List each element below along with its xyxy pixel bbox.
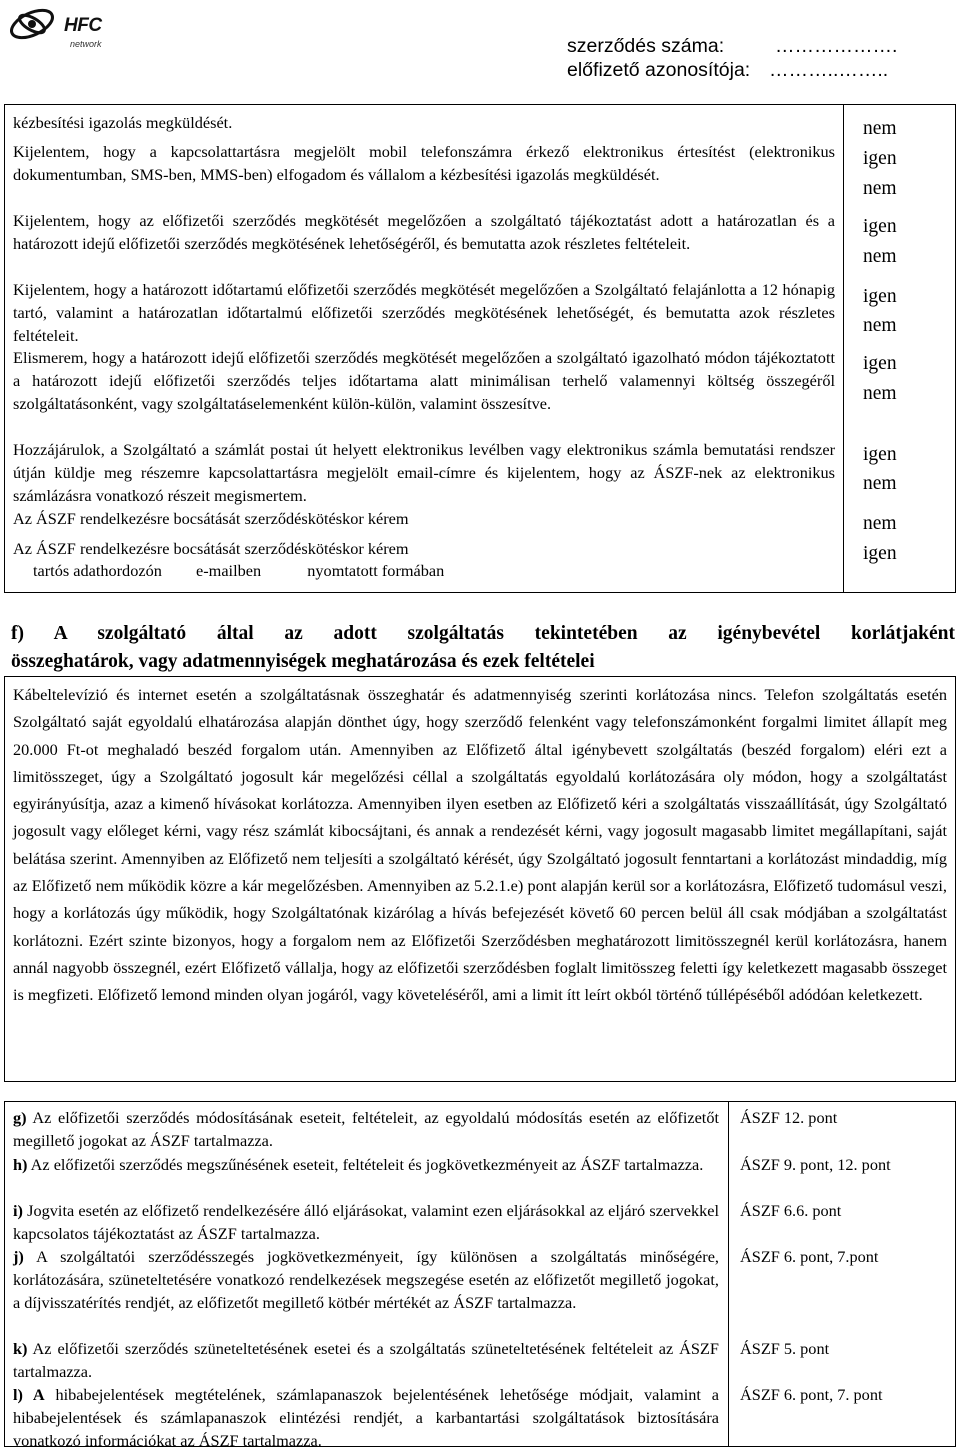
reference-g: ÁSZF 12. pont	[740, 1108, 838, 1127]
declaration-row: Kijelentem, hogy a határozott időtartamú előfizetői szerződés megkötését megelőzően a Szolgáltató felajánlotta a 12 hónapig tartó, valamint a határozatlan időtartalmú előfizetői szerződés megkötésének lehetőségét, és bemutatta azok részletes feltételeit.	[13, 280, 835, 345]
contract-number-value: ……………….	[775, 35, 898, 57]
declarations-table	[4, 104, 956, 593]
reference-item-j	[13, 1245, 719, 1314]
contract-number-label: szerződés száma:	[567, 35, 725, 57]
item-text: Az előfizetői szerződés megszűnésének eseteit, feltételeit és jogkövetkezményeit az ÁSZF tartalmazza.	[27, 1155, 704, 1174]
reference-item-g	[13, 1106, 719, 1152]
contract-number-line	[567, 34, 897, 58]
option-igen[interactable]: igen	[863, 216, 897, 237]
item-text: A szolgáltatói szerződésszegés jogkövetkezményeit, így különösen a szolgáltatás minőségére, korlátozására, szüneteltetésére vonatkozó rendelkezések megszegése esetén az előfizetőt megillető jogokat, a díjvisszatérítés rendjét, az előfizetőt megillető kötbér mértékét az ÁSZF tartalmazza.	[13, 1247, 719, 1312]
item-letter: j)	[13, 1247, 24, 1266]
format-option-durable-medium[interactable]: tartós adathordozón	[33, 561, 162, 580]
reference-item-l	[13, 1383, 719, 1451]
item-letter: l) A	[13, 1385, 45, 1404]
column-divider	[728, 1102, 729, 1446]
section-f-body: Kábeltelevízió és internet esetén a szolgáltatásnak összeghatár és adatmennyiség szerinti korlátozása nincs. Telefon szolgáltatás esetén Szolgáltató saját egyoldalú elhatározása alapján dönthet úgy, hogy szerződő felenként vagy telefonszámonként forgalmi limitet állapít meg 20.000 Ft-ot meghaladó beszéd forgalom után. Amennyiben az Előfizető által igénybevett szolgáltatás (beszéd forgalom) eléri ezt a limitösszeget, úgy a Szolgáltató jogosult kár megelőzési céllal a szolgáltatás egyoldalú korlátozására oly módon, hogy a szolgáltatást egyirányúsítja, azaz a kimenő hívásokat korlátozza. Amennyiben ilyen esetben az Előfizető kéri a szolgáltatás visszaállítását, úgy Szolgáltató jogosult vagy előleget kérni, vagy rész számlát kibocsájtani, és annak a rendezését kérni, vagy jogosult magasabb limitet megállapítani, saját belátása szerint. Amennyiben az Előfizető nem teljesíti a szolgáltató kérését, úgy Szolgáltató jogosult fenntartani a korlátozást mindaddig, míg az Előfizető nem működik közre a kár megelőzésben. Amennyiben az 5.2.1.e) pont alapján kerül sor a korlátozásra, Előfizető tudomásul veszi, hogy a korlátozás úgy működik, hogy Szolgáltatónak kizárólag a hívás befejezését követő 60 percen belül áll csak módjában a szolgáltatást korlátozni. Ezért szinte bizonyos, hogy a forgalom nem az Előfizetői Szerződésben meghatározott limitösszegnél kerül korlátozásra, hanem annál nagyobb összegnél, ezért Előfizető vállalja, hogy az előfizetői szerződésben foglalt limitösszeg feletti így keletkezett magasabb összeget is megfizeti. Előfizető lemond minden olyan jogáról, vagy követeléséről, ami a limit ítt leírt okból történő túllépéséből adódóan keletkezett.	[13, 685, 947, 1005]
option-nem[interactable]: nem	[863, 315, 897, 336]
reference-item-k	[13, 1337, 719, 1383]
format-option-email[interactable]: e-mailben	[196, 561, 262, 580]
option-igen[interactable]: igen	[863, 286, 897, 307]
declaration-row: Az ÁSZF rendelkezésre bocsátását szerződéskötéskor kérem	[13, 509, 409, 528]
subscriber-id-line	[567, 58, 888, 82]
declaration-row: kézbesítési igazolás megküldését.	[13, 113, 233, 132]
declaration-row: Hozzájárulok, a Szolgáltató a számlát postai út helyett elektronikus levélben vagy elektronikus számla bemutatási rendszer útján küldje meg részemre kapcsolattartásra megjelölt email-címre és kijelentem, hogy az ÁSZF-nek az elektronikus számlázásra vonatkozó részeit megismertem.	[13, 440, 835, 505]
delivery-format-options	[33, 559, 444, 582]
item-letter: h)	[13, 1155, 28, 1174]
item-letter: g)	[13, 1108, 27, 1127]
item-letter: i)	[13, 1201, 23, 1220]
subscriber-id-label: előfizető azonosítója:	[567, 59, 751, 81]
option-nem[interactable]: nem	[863, 118, 897, 139]
option-nem[interactable]: nem	[863, 178, 897, 199]
section-f-title-line2: összeghatárok, vagy adatmennyiségek meghatározása és ezek feltételei	[11, 651, 595, 672]
option-igen[interactable]: igen	[863, 543, 897, 564]
item-text: Jogvita esetén az előfizető rendelkezésére álló eljárásokat, valamint ezen eljárásokkal az eljáró szervekkel kapcsolatos tájékoztatást az ÁSZF tartalmazza.	[13, 1201, 719, 1243]
aszf-references-table	[4, 1101, 956, 1450]
reference-j: ÁSZF 6. pont, 7.pont	[740, 1247, 879, 1266]
hfc-logo	[6, 2, 126, 49]
item-letter: k)	[13, 1339, 28, 1358]
option-nem[interactable]: nem	[863, 513, 897, 534]
reference-item-h	[13, 1153, 719, 1176]
logo-subtext: network	[70, 39, 102, 49]
logo-text: HFC	[64, 15, 102, 36]
section-f-title-line1: f) A szolgáltató által az adott szolgáltatás tekintetében az igénybevétel korlátjaként	[11, 623, 955, 644]
option-nem[interactable]: nem	[863, 246, 897, 267]
declaration-row: Kijelentem, hogy a kapcsolattartásra megjelölt mobil telefonszámra érkező elektronikus értesítést (elektronikus dokumentumban, SMS-ben, MMS-ben) elfogadom és vállalom a kézbesítési igazolás megküldését.	[13, 142, 835, 184]
logo-swirl-icon	[6, 2, 62, 46]
reference-l: ÁSZF 6. pont, 7. pont	[740, 1385, 883, 1404]
subscriber-id-value: ………..……..	[769, 59, 889, 81]
section-f-box	[4, 676, 956, 1082]
declaration-row: Az ÁSZF rendelkezésre bocsátását szerződéskötéskor kérem	[13, 539, 409, 558]
option-igen[interactable]: igen	[863, 353, 897, 374]
item-text: Az előfizetői szerződés módosításának eseteit, feltételeit, az egyoldalú módosítás esetén az előfizetőt megillető jogokat az ÁSZF tartalmazza.	[13, 1108, 719, 1150]
item-text: Az előfizetői szerződés szüneteltetésének esetei és a szolgáltatás szüneteltetésének feltételeit az ÁSZF tartalmazza.	[13, 1339, 719, 1381]
item-text: hibabejelentések megtételének, számlapanaszok bejelentésének lehetősége módjait, valamint a hibabejelentések és számlapanaszok elintézési rendjét, a karbantartási szolgáltatások biztosítására vonatkozó információkat az ÁSZF tartalmazza.	[13, 1385, 719, 1450]
option-igen[interactable]: igen	[863, 148, 897, 169]
option-igen[interactable]: igen	[863, 444, 897, 465]
section-f-title	[11, 620, 955, 676]
declaration-row: Kijelentem, hogy az előfizetői szerződés megkötését megelőzően a szolgáltató tájékoztatást adott a határozatlan és a határozott idejű előfizetői szerződés megkötésének lehetőségéről, és bemutatta azok részletes feltételeit.	[13, 211, 835, 253]
reference-h: ÁSZF 9. pont, 12. pont	[740, 1155, 891, 1174]
reference-k: ÁSZF 5. pont	[740, 1339, 830, 1358]
reference-i: ÁSZF 6.6. pont	[740, 1201, 842, 1220]
option-nem[interactable]: nem	[863, 473, 897, 494]
declaration-row: Elismerem, hogy a határozott idejű előfizetői szerződés megkötését megelőzően a szolgáltató igazolható módon tájékoztatott a határozott idejű előfizetői szerződés teljes időtartama alatt minimálisan terhelő valamennyi költség összegéről szolgáltatásonként, vagy szolgáltatáselemenként külön-külön, valamint összesítve.	[13, 348, 835, 413]
format-option-printed[interactable]: nyomtatott formában	[307, 561, 445, 580]
column-divider	[843, 105, 844, 592]
option-nem[interactable]: nem	[863, 383, 897, 404]
reference-item-i	[13, 1199, 719, 1245]
